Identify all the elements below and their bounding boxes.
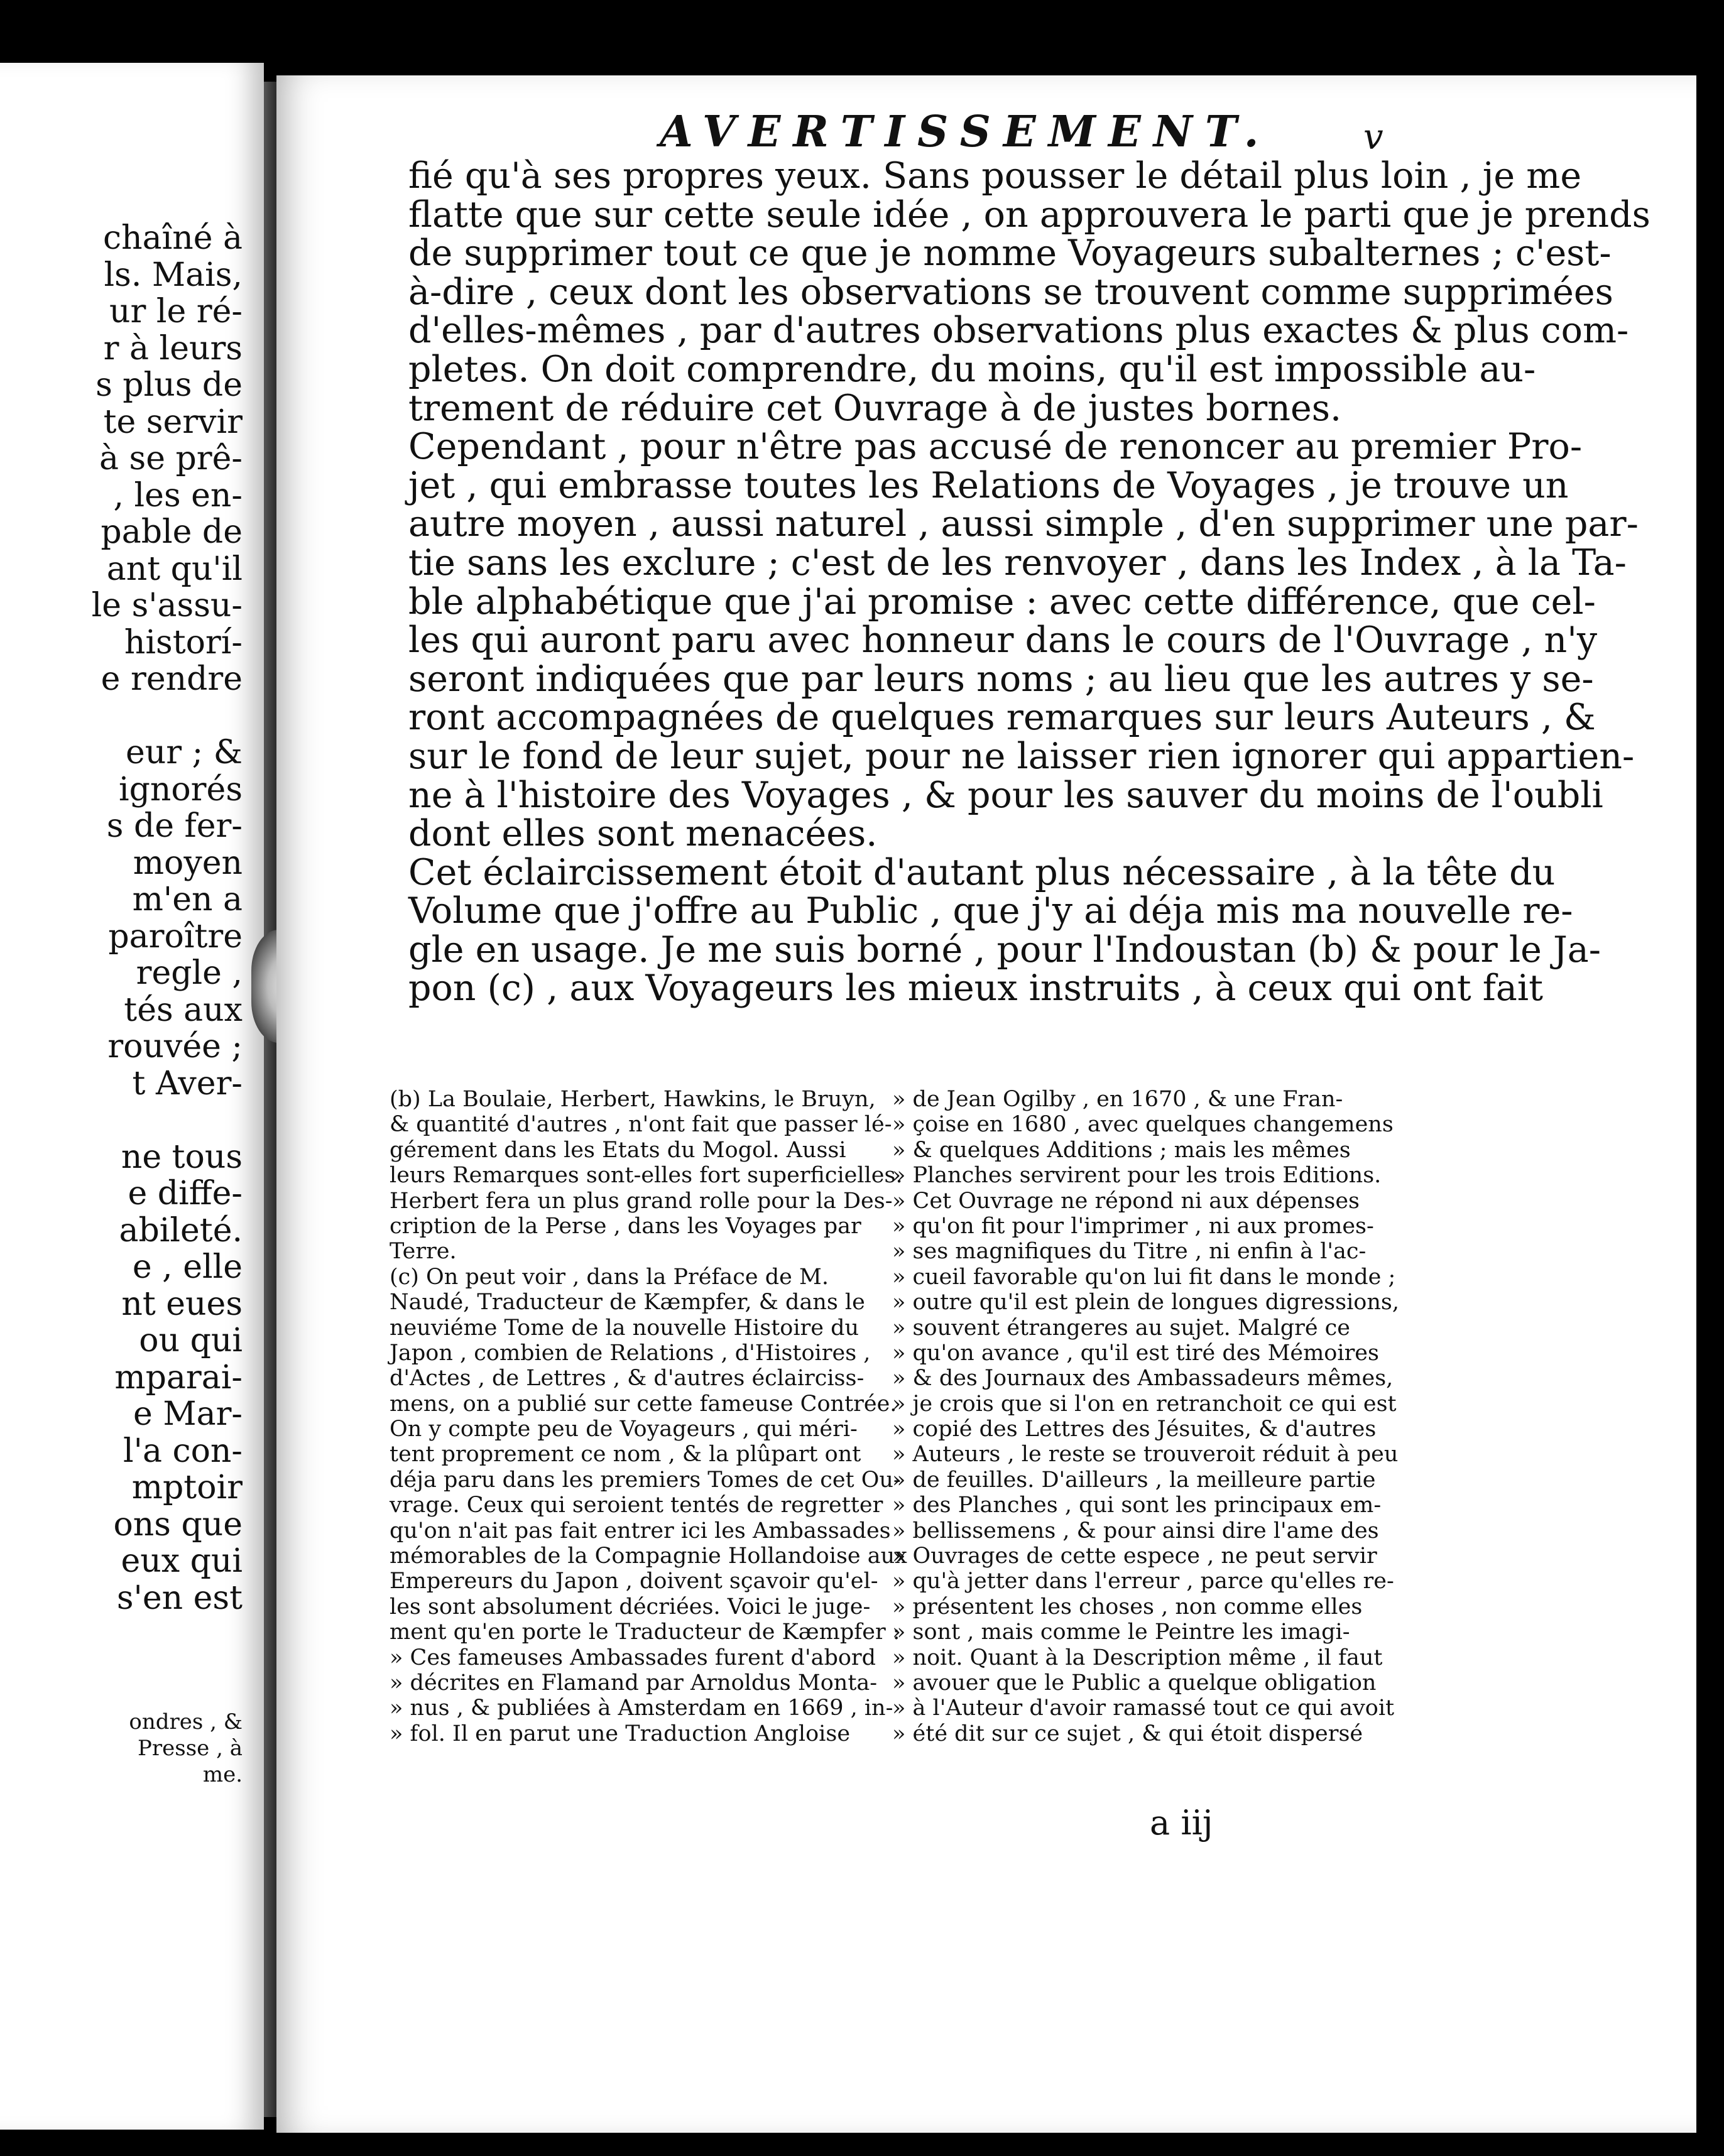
text-line: pletes. On doit comprendre, du moins, qu'il est impossible au- [408, 348, 1536, 390]
text-line: ble alphabétique que j'ai promise : avec cette différence, que cel- [408, 580, 1596, 623]
footnote-line: neuviéme Tome de la nouvelle Histoire du [390, 1315, 859, 1341]
main-text [408, 155, 1650, 1010]
text-line: jet , qui embrasse toutes les Relations de Voyages , je trouve un [408, 464, 1569, 506]
footnote-line: » Auteurs , le reste se trouveroit réduit à peu [892, 1442, 1399, 1467]
footnote-line: qu'on n'ait pas fait entrer ici les Ambassades [390, 1518, 891, 1544]
left-page-line: à se prê- [99, 440, 243, 477]
footnote-line: » qu'à jetter dans l'erreur , parce qu'elles re- [892, 1569, 1394, 1594]
footnote-line: » présentent les choses , non comme elles [892, 1594, 1363, 1620]
left-page-line: s de fer- [106, 807, 243, 845]
left-page-line: e , elle [132, 1248, 243, 1286]
text-line: Cet éclaircissement étoit d'autant plus nécessaire , à la tête du [408, 851, 1556, 893]
footnote-line: » de Jean Ogilby , en 1670 , & une Fran- [892, 1087, 1343, 1112]
footnote-line: » copié des Lettres des Jésuites, & d'autres [892, 1417, 1377, 1442]
footnote-line: gérement dans les Etats du Mogol. Aussi [390, 1137, 846, 1163]
footnote-line: les sont absolument décriées. Voici le juge- [390, 1594, 871, 1620]
footnote-line: » & quelques Additions ; mais les mêmes [892, 1137, 1351, 1163]
text-line: trement de réduire cet Ouvrage à de justes bornes. [408, 387, 1342, 429]
left-page-line: rouvée ; [107, 1028, 243, 1065]
left-page-line: paroître [108, 917, 243, 956]
footnote-line: » ses magnifiques du Titre , ni enfin à l'ac- [892, 1239, 1367, 1265]
left-page-line: ls. Mais, [104, 256, 243, 294]
text-line: de supprimer tout ce que je nomme Voyageurs subalternes ; c'est- [408, 232, 1612, 275]
left-page-line: e rendre [101, 660, 243, 698]
footnote-line: » outre qu'il est plein de longues digressions, [892, 1290, 1399, 1315]
left-page-line: t Aver- [132, 1064, 243, 1102]
left-page-line: pable de [101, 513, 243, 551]
signature-mark: a iij [1150, 1803, 1213, 1843]
left-page-text [4, 220, 243, 1616]
footnote-line: ment qu'en porte le Traducteur de Kæmpfer : [390, 1620, 900, 1645]
left-page-line: m'en a [132, 881, 243, 918]
left-page-line [4, 1102, 243, 1139]
left-page-line [4, 698, 243, 735]
text-line: Volume que j'offre au Public , que j'y ai déja mis ma nouvelle re- [408, 890, 1573, 932]
footnote-line: » à l'Auteur d'avoir ramassé tout ce qui avoit [892, 1696, 1395, 1721]
footnote-line: » bellissemens , & pour ainsi dire l'ame des [892, 1518, 1379, 1544]
footnote-line: » Ces fameuses Ambassades furent d'abord [390, 1645, 876, 1670]
left-page-line: abileté. [119, 1211, 243, 1250]
page-number: v [1363, 117, 1383, 158]
left-page-line: s plus de [95, 366, 243, 404]
footnote-line: mémorables de la Compagnie Hollandoise aux [390, 1544, 907, 1569]
footnote-line: » sont , mais comme le Peintre les imagi- [892, 1620, 1350, 1645]
footnote-line: » qu'on avance , qu'il est tiré des Mémoires [892, 1340, 1379, 1366]
left-page-line: le s'assu- [91, 587, 243, 624]
text-line: dont elles sont menacées. [408, 813, 878, 855]
text-line: les qui auront paru avec honneur dans le cours de l'Ouvrage , n'y [408, 619, 1598, 662]
running-title: AVERTISSEMENT. [660, 107, 1272, 157]
footnote-line: Japon , combien de Relations , d'Histoires , [390, 1340, 871, 1366]
text-line: autre moyen , aussi naturel , aussi simple , d'en supprimer une par- [408, 503, 1639, 545]
left-page-line: mptoir [131, 1469, 243, 1506]
footnotes-left-column [390, 1087, 907, 1746]
left-page-line: tés aux [124, 991, 243, 1029]
left-page-line: ons que [113, 1505, 243, 1544]
footnote-line: » décrites en Flamand par Arnoldus Monta- [390, 1670, 878, 1696]
footnote-line: » été dit sur ce sujet , & qui étoit dispersé [892, 1721, 1363, 1746]
left-page-line: eur ; & [126, 734, 243, 771]
footnote-line: » des Planches , qui sont les principaux em- [892, 1493, 1382, 1518]
footnote-line: vrage. Ceux qui seroient tentés de regretter [390, 1493, 883, 1518]
left-page-footnote-line: Presse , à [138, 1736, 243, 1761]
text-line: ne à l'histoire des Voyages , & pour les sauver du moins de l'oubli [408, 774, 1603, 816]
footnote-line: » nus , & publiées à Amsterdam en 1669 , in- [390, 1696, 893, 1721]
footnote-line: » de feuilles. D'ailleurs , la meilleure partie [892, 1467, 1376, 1493]
footnote-line: » fol. Il en parut une Traduction Angloise [390, 1721, 851, 1746]
footnote-line: tent proprement ce nom , & la plûpart ont [390, 1442, 861, 1467]
left-page-line: l'a con- [123, 1432, 243, 1470]
footnote-line: » & des Journaux des Ambassadeurs mêmes, [892, 1366, 1394, 1391]
footnote-line: » souvent étrangeres au sujet. Malgré ce [892, 1315, 1351, 1341]
footnote-line: » Cet Ouvrage ne répond ni aux dépenses [892, 1188, 1360, 1214]
footnote-line: déja paru dans les premiers Tomes de cet Ou- [390, 1467, 901, 1493]
left-page-line: regle , [136, 954, 243, 992]
footnote-line: » qu'on fit pour l'imprimer , ni aux promes- [892, 1213, 1374, 1239]
left-page-line: s'en est [116, 1579, 243, 1617]
left-page-line: ant qu'il [106, 550, 243, 588]
text-line: sur le fond de leur sujet, pour ne laisser rien ignorer qui appartien- [408, 735, 1635, 777]
left-page-footnote-line: me. [202, 1762, 243, 1787]
footnotes-right-column [892, 1087, 1399, 1746]
left-page-line: chaîné à [102, 219, 243, 257]
left-page [0, 63, 264, 2130]
footnote-line: (c) On peut voir , dans la Préface de M. [390, 1264, 829, 1290]
footnote-line: » Ouvrages de cette espece , ne peut servir [892, 1544, 1377, 1569]
left-page-line: ou qui [139, 1322, 243, 1359]
text-line: à-dire , ceux dont les observations se trouvent comme supprimées [408, 271, 1613, 313]
left-page-line: te servir [103, 403, 243, 441]
text-line: pon (c) , aux Voyageurs les mieux instruits , à ceux qui ont fait [408, 967, 1543, 1010]
text-line: d'elles-mêmes , par d'autres observations plus exactes & plus com- [408, 310, 1629, 352]
left-page-line: historí- [124, 623, 243, 662]
footnote-line: d'Actes , de Lettres , & d'autres éclairciss- [390, 1366, 865, 1391]
text-line: flatte que sur cette seule idée , on approuvera le parti que je prends [408, 193, 1650, 236]
footnote-line: leurs Remarques sont-elles fort superficielles. [390, 1163, 903, 1189]
text-line: ront accompagnées de quelques remarques sur leurs Auteurs , & [408, 697, 1596, 739]
left-page-line: moyen [133, 844, 243, 882]
left-page-line: nt eues [121, 1285, 243, 1323]
left-page-line: , les en- [113, 476, 243, 514]
left-page-line: mparai- [114, 1358, 243, 1396]
left-page-footnote-line: ondres , & [129, 1709, 243, 1734]
left-page-line: r à leurs [103, 329, 243, 368]
left-page-line: e diffe- [128, 1175, 243, 1212]
footnote-line: Terre. [390, 1239, 457, 1265]
footnote-line: » avouer que le Public a quelque obligation [892, 1670, 1377, 1696]
footnote-line: » cueil favorable qu'on lui fit dans le monde ; [892, 1264, 1396, 1290]
footnote-line: » çoise en 1680 , avec quelques changemens [892, 1112, 1394, 1138]
footnote-line: Naudé, Traducteur de Kæmpfer, & dans le [390, 1290, 865, 1315]
left-page-footnotes [4, 1709, 243, 1788]
text-line: tie sans les exclure ; c'est de les renvoyer , dans les Index , à la Ta- [408, 542, 1627, 584]
footnote-line: Empereurs du Japon , doivent sçavoir qu'el- [390, 1569, 878, 1594]
text-line: fié qu'à ses propres yeux. Sans pousser le détail plus loin , je me [408, 155, 1582, 197]
text-line: gle en usage. Je me suis borné , pour l'Indoustan (b) & pour le Ja- [408, 928, 1601, 971]
left-page-line: e Mar- [133, 1395, 243, 1433]
text-line: Cependant , pour n'être pas accusé de renoncer au premier Pro- [408, 426, 1583, 468]
footnote-line: & quantité d'autres , n'ont fait que passer lé- [390, 1112, 892, 1138]
left-page-line: ur le ré- [109, 293, 243, 330]
text-line: seront indiquées que par leurs noms ; au lieu que les autres y se- [408, 658, 1594, 700]
footnote-line: » noit. Quant à la Description même , il faut [892, 1645, 1383, 1670]
left-page-line: eux qui [121, 1542, 243, 1580]
left-page-line: ignorés [118, 770, 243, 808]
footnote-line: On y compte peu de Voyageurs , qui méri- [390, 1417, 858, 1442]
footnote-line: » je crois que si l'on en retranchoit ce qui est [892, 1391, 1397, 1417]
footnote-line: (b) La Boulaie, Herbert, Hawkins, le Bruyn, [390, 1087, 876, 1112]
footnote-line: Herbert fera un plus grand rolle pour la Des- [390, 1188, 893, 1214]
left-page-line: ne tous [121, 1138, 243, 1176]
footnote-line: cription de la Perse , dans les Voyages par [390, 1213, 861, 1239]
footnote-line: » Planches servirent pour les trois Editions. [892, 1163, 1382, 1189]
footnote-line: mens, on a publié sur cette fameuse Contrée. [390, 1391, 897, 1417]
